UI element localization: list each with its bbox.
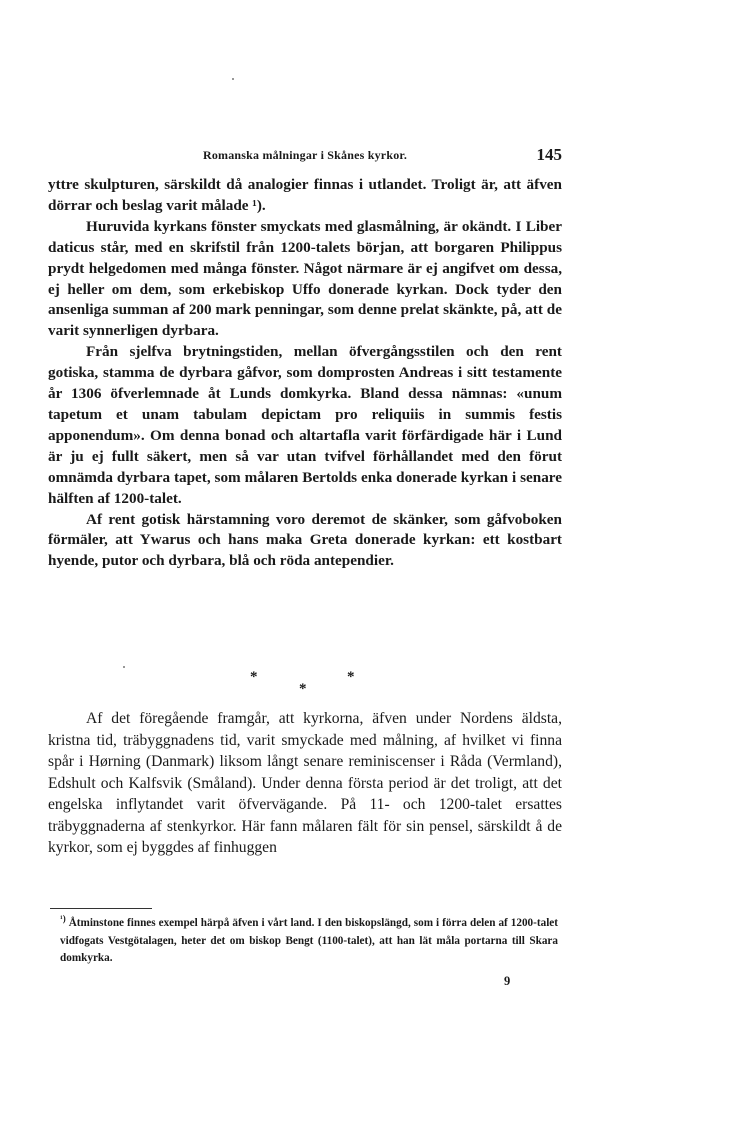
paragraph: Af det föregående framgår, att kyrkorna, äfven under Nordens äldsta, kristna tid, träbyggnadens tid, varit smyckade med målning, af hvilket vi finna spår i Hørning (Danmark) liksom långt senare reminiscenser i Råda (Vermland), Edshult och Kalfsvik (Småland). Under denna första period är det troligt, att det engelska inflytandet varit öfvervägande. På 11- och 1200-talet ersattes träbyggnaderna af stenkyrkor. Här fann målaren fält för sin pensel, särskildt å de kyrkor, som ej byggdes af finhuggen [48, 710, 562, 856]
signature-mark: 9 [504, 974, 511, 988]
footnote-mark: ¹) [60, 913, 66, 924]
running-title: Romanska målningar i Skånes kyrkor. [202, 148, 408, 162]
asterisk: * [250, 669, 258, 685]
body-text-lower [48, 708, 562, 859]
asterisk: * [299, 681, 307, 697]
section-separator [0, 665, 610, 705]
paragraph: Af rent gotisk härstamning voro deremot de skänker, som gåfvoboken förmäler, att Ywarus och hans maka Greta donerade kyrkan: ett kostbart hyende, putor och dyrbara, blå och röda antependier. [48, 510, 562, 570]
paragraph: Huruvida kyrkans fönster smyckats med glasmålning, är okändt. I Liber daticus står, med en skrifstil från 1200-talets början, att borgaren Philippus prydt helgedomen med många fönster. Något närmare är ej angifvet om dessa, ej heller om dem, som erkebiskop Uffo donerade kyrkan. Dock tyder den ansenliga summan af 200 mark penningar, som denne prelat skänkte, på, att de varit synnerligen dyrbara. [48, 217, 562, 340]
speck [232, 78, 234, 80]
footnote-text: Åtminstone finnes exempel härpå äfven i vårt land. I den biskopslängd, som i förra delen af 1200-talet vidfogats Vestgötalagen, heter det om biskop Bengt (1100-talet), att han lät måla portarna till Skara domkyrka. [60, 917, 558, 964]
body-text-upper [48, 175, 562, 572]
footnote-rule [50, 908, 152, 909]
page-header [48, 145, 562, 168]
footnote [48, 915, 558, 968]
paragraph: Från sjelfva brytningstiden, mellan öfvergångsstilen och den rent gotiska, stamma de dyrbara gåfvor, som domprosten Andreas i sitt testamente år 1306 öfverlemnade åt Lunds domkyrka. Bland dessa nämnas: «unum tapetum et unam tabulam depictam pro reliquiis in summis festis apponendum». Om denna bonad och altartafla varit förfärdigade här i Lund är ju ej fullt säkert, men så var utan tvifvel förhållandet med den förut omnämda dyrbara tapet, som målaren Bertolds enka donerade kyrkan i senare hälften af 1200-talet. [48, 343, 562, 507]
page-number: 145 [536, 145, 562, 164]
asterisk: * [347, 669, 355, 685]
paragraph: yttre skulpturen, särskildt då analogier finnas i utlandet. Troligt är, att äfven dörrar och beslag varit målade ¹). [48, 176, 562, 214]
